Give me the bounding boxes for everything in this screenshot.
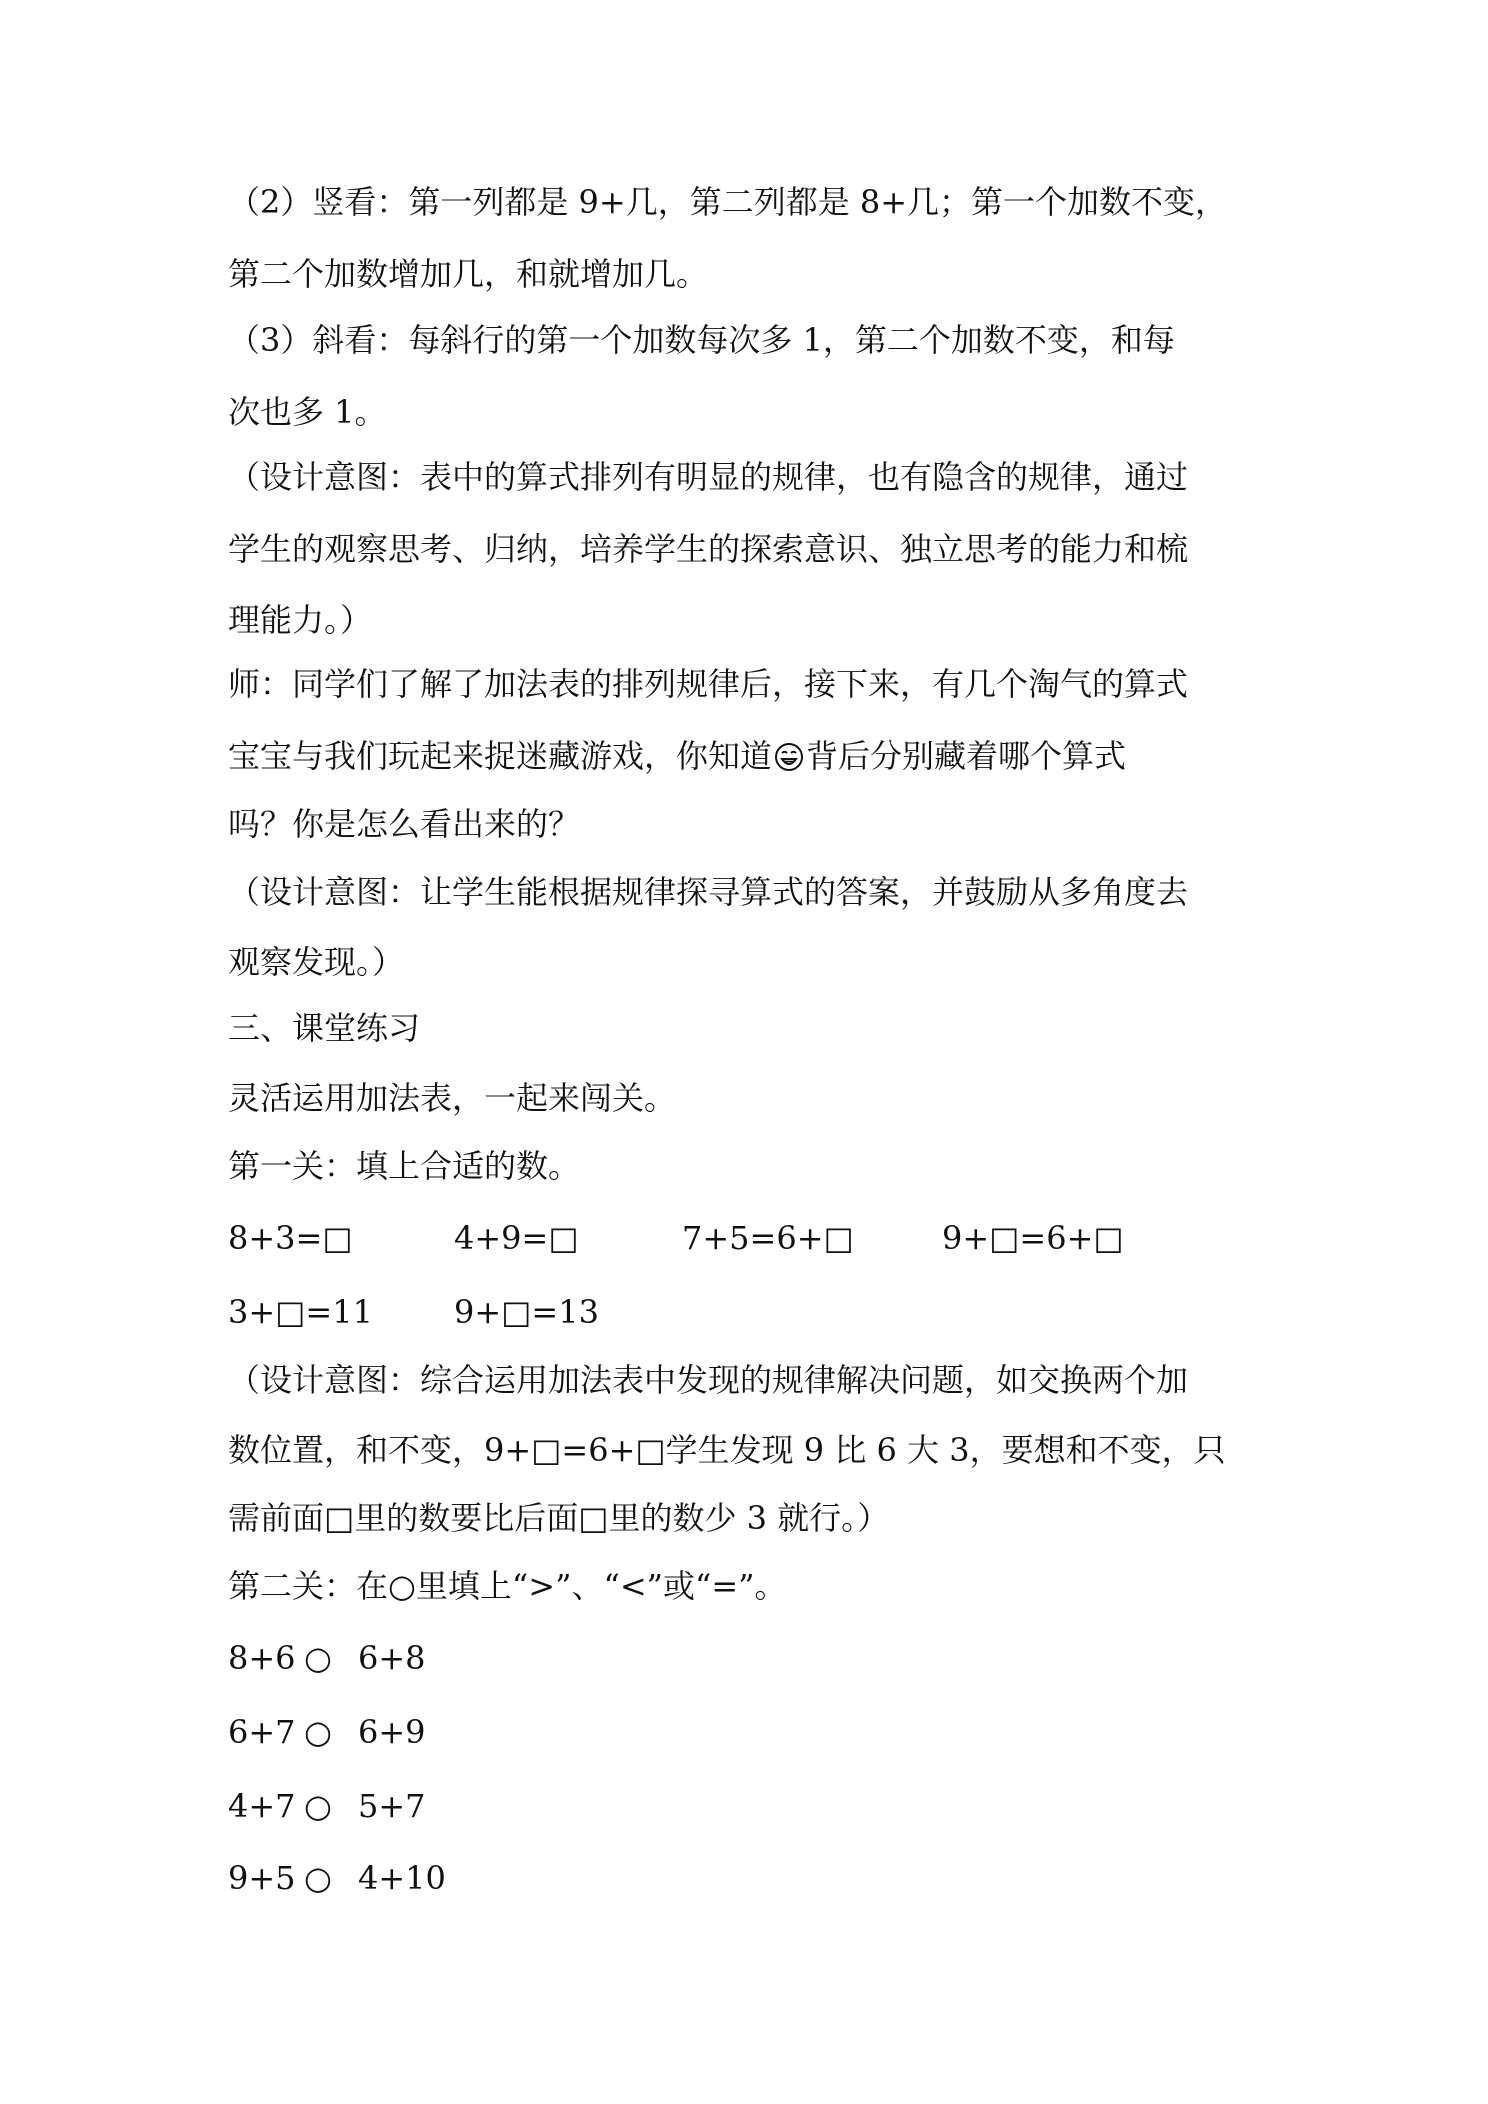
text-line: 第二个加数增加几，和就增加几。 <box>228 255 709 293</box>
exercise-item: 8+3=□ <box>228 1219 353 1257</box>
text-line: 数位置，和不变，9+□=6+□学生发现 9 比 6 大 3，要想和不变，只 <box>228 1431 1226 1469</box>
text-line-with-face <box>228 734 1126 778</box>
exercise-item: 3+□=11 <box>228 1293 373 1331</box>
text-line: （设计意图：综合运用加法表中发现的规律解决问题，如交换两个加 <box>228 1361 1189 1399</box>
text-line: 理能力。） <box>228 601 373 639</box>
text-line: 师：同学们了解了加法表的排列规律后，接下来，有几个淘气的算式 <box>228 665 1189 703</box>
level-heading: 第二关：在○里填上“>”、“<”或“=”。 <box>228 1567 787 1605</box>
text-line: 吗？你是怎么看出来的？ <box>228 805 581 843</box>
compare-circle: ○ <box>304 1859 332 1897</box>
compare-right: 4+10 <box>358 1859 446 1897</box>
text-after-face: 背后分别藏着哪个算式 <box>806 737 1127 775</box>
laughing-face-icon <box>774 742 804 772</box>
section-heading: 三、课堂练习 <box>228 1009 421 1047</box>
text-line: （2）竖看：第一列都是 9+几，第二列都是 8+几；第一个加数不变， <box>228 183 1228 221</box>
compare-right: 6+9 <box>358 1713 426 1751</box>
exercise-item: 9+□=13 <box>454 1293 599 1331</box>
compare-right: 5+7 <box>358 1787 426 1825</box>
text-line: 灵活运用加法表，一起来闯关。 <box>228 1079 677 1117</box>
text-line: （设计意图：表中的算式排列有明显的规律，也有隐含的规律，通过 <box>228 458 1189 496</box>
compare-left: 4+7 <box>228 1787 296 1825</box>
text-line: （设计意图：让学生能根据规律探寻算式的答案，并鼓励从多角度去 <box>228 873 1189 911</box>
text-line: 次也多 1。 <box>228 393 387 431</box>
compare-circle: ○ <box>304 1639 332 1677</box>
text-before-face: 宝宝与我们玩起来捉迷藏游戏，你知道 <box>228 737 773 775</box>
compare-right: 6+8 <box>358 1639 426 1677</box>
text-line: 观察发现。） <box>228 943 405 981</box>
compare-circle: ○ <box>304 1787 332 1825</box>
compare-left: 8+6 <box>228 1639 296 1677</box>
text-line: （3）斜看：每斜行的第一个加数每次多 1，第二个加数不变，和每 <box>228 321 1175 359</box>
exercise-item: 9+□=6+□ <box>942 1219 1124 1257</box>
exercise-item: 7+5=6+□ <box>682 1219 854 1257</box>
compare-left: 9+5 <box>228 1859 296 1897</box>
text-line: 需前面□里的数要比后面□里的数少 3 就行。） <box>228 1499 890 1537</box>
text-line: 学生的观察思考、归纳，培养学生的探索意识、独立思考的能力和梳 <box>228 530 1189 568</box>
level-heading: 第一关：填上合适的数。 <box>228 1147 581 1185</box>
compare-circle: ○ <box>304 1713 332 1751</box>
exercise-item: 4+9=□ <box>454 1219 579 1257</box>
compare-left: 6+7 <box>228 1713 296 1751</box>
